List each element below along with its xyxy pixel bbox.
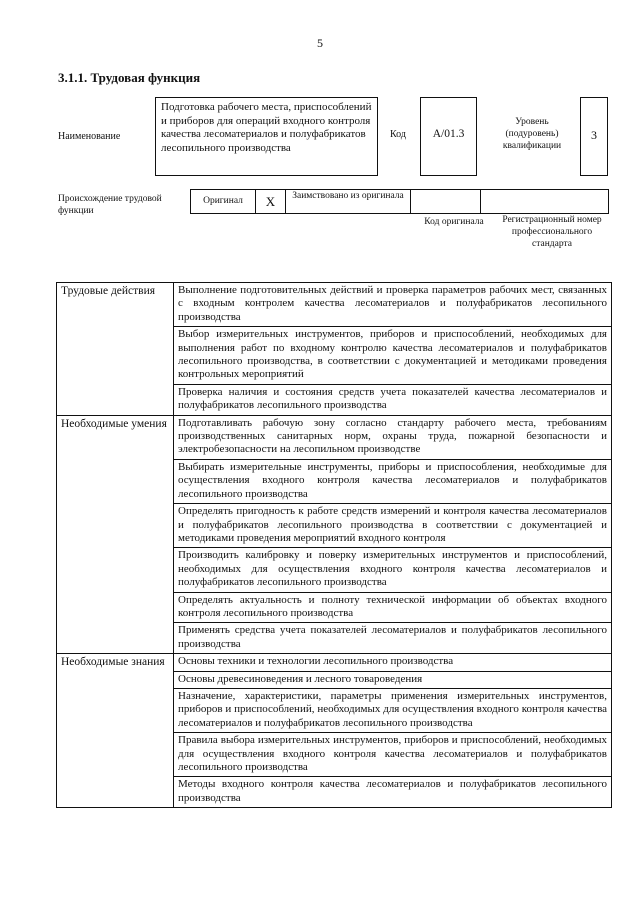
origin-borrowed-cell: Заимствовано из оригинала bbox=[286, 190, 411, 213]
skills-label: Необходимые умения bbox=[57, 415, 174, 654]
actions-item: Проверка наличия и состояния средств учета показателей качества лесоматериалов и полуфабрикатов лесопильного производства bbox=[174, 384, 612, 415]
origin-code-cell bbox=[411, 190, 481, 213]
level-label: Уровень (подуровень) квалификации bbox=[502, 117, 562, 151]
reg-number-label: Регистрационный номер профессионального стандарта bbox=[502, 215, 602, 249]
table-row bbox=[57, 654, 612, 671]
origin-reg-cell bbox=[481, 190, 608, 213]
function-name-box: Подготовка рабочего места, приспособлений и приборов для операций входного контроля качества лесоматериалов и полуфабрикатов лесопильного производства bbox=[155, 97, 378, 176]
table-row bbox=[57, 283, 612, 327]
actions-label: Трудовые действия bbox=[57, 283, 174, 416]
skills-item: Применять средства учета показателей лесоматериалов и полуфабрикатов лесопильного производства bbox=[174, 623, 612, 654]
table-row bbox=[57, 415, 612, 459]
knowledge-item: Методы входного контроля качества лесоматериалов и полуфабрикатов лесопильного производства bbox=[174, 777, 612, 808]
origin-mark-cell: X bbox=[256, 190, 286, 213]
section-title: 3.1.1. Трудовая функция bbox=[58, 70, 201, 85]
origin-original-cell: Оригинал bbox=[191, 190, 256, 213]
skills-item: Подготавливать рабочую зону согласно стандарту рабочего места, требованиям производственных санитарных норм, охраны труда, пожарной безопасности и электробезопасности на лесопильном производстве bbox=[174, 415, 612, 459]
actions-item: Выполнение подготовительных действий и проверка параметров рабочих мест, связанных с входным контролем качества лесоматериалов и полуфабрикатов лесопильного производства bbox=[174, 283, 612, 327]
origin-grid bbox=[190, 189, 609, 214]
code-label: Код bbox=[390, 129, 406, 140]
name-label: Наименование bbox=[58, 131, 121, 142]
knowledge-item: Назначение, характеристики, параметры применения измерительных инструментов, приборов и приспособлений, необходимых для осуществления входного контроля качества лесоматериалов и полуфабрикатов лесопильного производства bbox=[174, 688, 612, 732]
level-value-box: 3 bbox=[580, 97, 608, 176]
skills-item: Определять пригодность к работе средств измерений и контроля качества лесоматериалов и полуфабрикатов лесопильного производства в соответствии с документацией и методиками проведения мероприятий входного контроля bbox=[174, 504, 612, 548]
knowledge-label: Необходимые знания bbox=[57, 654, 174, 808]
knowledge-item: Правила выбора измерительных инструментов, приборов и приспособлений, необходимых для осуществления входного контроля качества лесоматериалов и полуфабрикатов лесопильного производства bbox=[174, 733, 612, 777]
skills-item: Выбирать измерительные инструменты, приборы и приспособления, необходимые для осуществления входного контроля качества лесоматериалов и полуфабрикатов лесопильного производства bbox=[174, 459, 612, 503]
page-number: 5 bbox=[317, 36, 323, 50]
code-value-box: A/01.3 bbox=[420, 97, 477, 176]
code-original-label: Код оригинала bbox=[424, 217, 484, 227]
actions-item: Выбор измерительных инструментов, приборов и приспособлений, необходимых для выполнения работ по входному контролю качества лесоматериалов и полуфабрикатов лесопильного производства, в соответствии с документацией и методиками проведения контрольных мероприятий bbox=[174, 327, 612, 385]
origin-label: Происхождение трудовой функции bbox=[58, 194, 162, 216]
function-table bbox=[56, 282, 612, 808]
skills-item: Производить калибровку и поверку измерительных инструментов и приспособлений, необходимых для осуществления входного контроля качества лесоматериалов и полуфабрикатов лесопильного производства bbox=[174, 548, 612, 592]
knowledge-item: Основы древесиноведения и лесного товароведения bbox=[174, 671, 612, 688]
knowledge-item: Основы техники и технологии лесопильного производства bbox=[174, 654, 612, 671]
skills-item: Определять актуальность и полноту технической информации об объектах входного контроля лесопильного производства bbox=[174, 592, 612, 623]
